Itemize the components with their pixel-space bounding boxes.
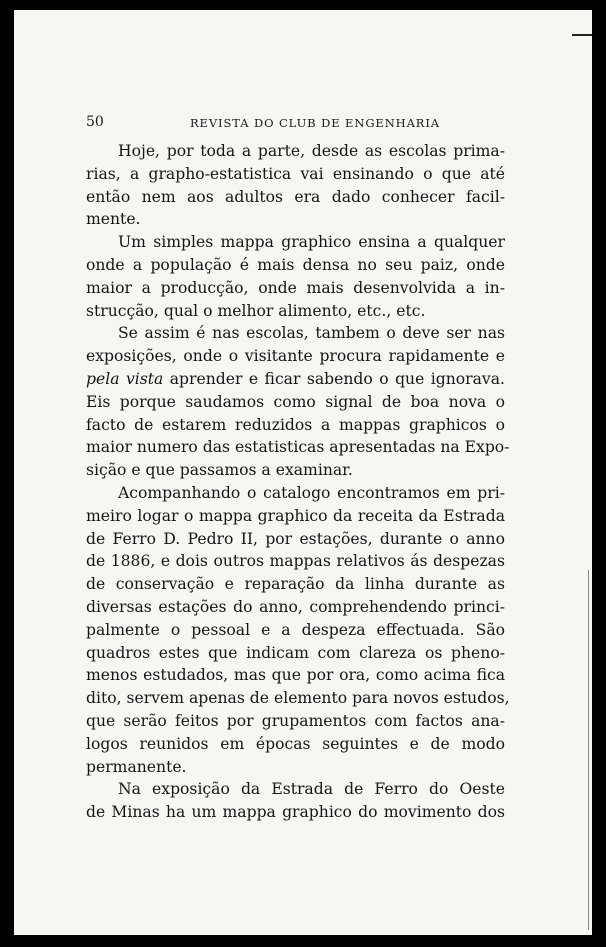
- text-line: então nem aos adultos era dado conhecer facil-: [86, 187, 505, 206]
- page-number: 50: [86, 114, 104, 130]
- text-line: que serão feitos por grupamentos com factos ana-: [86, 711, 505, 730]
- text-line: sição e que passamos a examinar.: [86, 461, 353, 480]
- text-line-with-italic: [86, 368, 505, 391]
- text-line: rias, a grapho-estatistica vai ensinando o que até: [86, 164, 505, 183]
- text-line: Hoje, por toda a parte, desde as escolas prima-: [118, 142, 505, 160]
- text-line: permanente.: [86, 757, 187, 776]
- text-line: onde a população é mais densa no seu paiz, onde: [86, 255, 505, 274]
- text-line: logos reunidos em épocas seguintes e de modo: [86, 734, 505, 753]
- text-line: de Ferro D. Pedro II, por estações, durante o anno: [86, 529, 505, 548]
- text-line: Eis porque saudamos como signal de boa nova o: [86, 392, 505, 411]
- text-line: quadros estes que indicam com clareza os pheno-: [86, 643, 505, 662]
- text-line: palmente o pessoal e a despeza effectuada. São: [86, 620, 505, 639]
- text-line: de conservação e reparação da linha durante as: [86, 575, 505, 594]
- text-line: strucção, qual o melhor alimento, etc., etc.: [86, 301, 426, 320]
- text-line: diversas estações do anno, comprehendendo princi-: [86, 597, 505, 616]
- text-line: de Minas ha um mappa graphico do movimento dos: [86, 803, 505, 822]
- text-line: exposições, onde o visitante procura rapidamente e: [86, 347, 505, 366]
- page-header: [86, 110, 486, 136]
- running-title: REVISTA DO CLUB DE ENGENHARIA: [190, 116, 441, 130]
- edge-line: [588, 570, 589, 930]
- body-text: [86, 140, 510, 824]
- text-line: Na exposição da Estrada de Ferro do Oeste: [118, 780, 505, 799]
- text-line: maior numero das estatisticas apresentadas na Expo-: [86, 438, 510, 457]
- text-line: menos estudados, mas que por ora, como acima fica: [86, 666, 505, 685]
- text-line: facto de estarem reduzidos a mappas graphicos o: [86, 415, 505, 434]
- italic-line-rest: aprender e ficar sabendo o que ignorava.: [163, 369, 505, 388]
- text-line: maior a producção, onde mais desenvolvida a in-: [86, 278, 505, 297]
- text-line: Acompanhando o catalogo encontramos em pri-: [118, 483, 505, 502]
- text-line: meiro logar o mappa graphico da receita da Estrada: [86, 506, 505, 525]
- edge-mark: [572, 34, 592, 36]
- text-line: Um simples mappa graphico ensina a qualquer: [118, 233, 505, 252]
- text-line: dito, servem apenas de elemento para novos estudos,: [86, 689, 510, 708]
- text-line: Se assim é nas escolas, tambem o deve ser nas: [118, 324, 505, 343]
- text-line: mente.: [86, 210, 141, 229]
- text-line: de 1886, e dois outros mappas relativos ás despezas: [86, 552, 505, 571]
- italic-phrase: pela vista: [86, 369, 164, 388]
